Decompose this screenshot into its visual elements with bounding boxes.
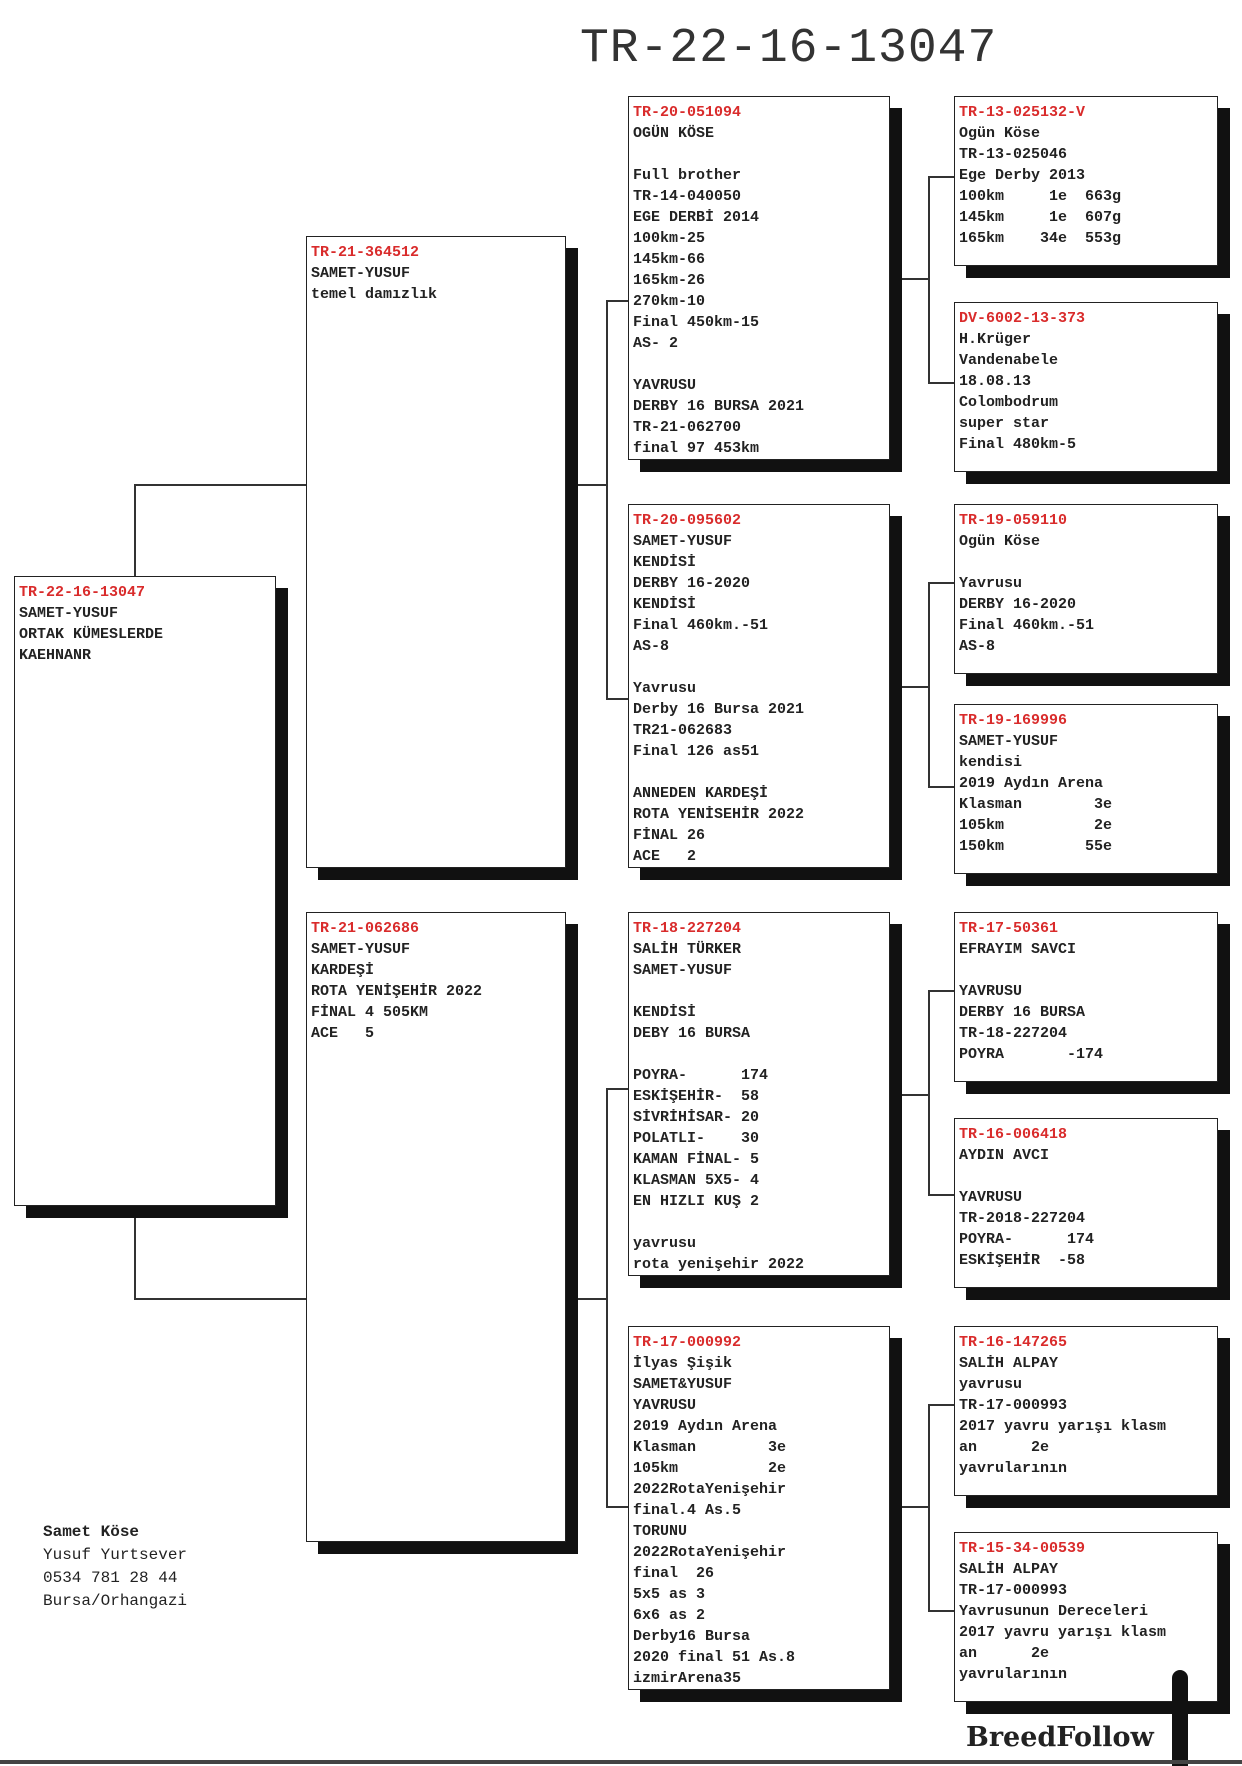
card-line: an 2e (959, 1439, 1050, 1456)
card-line (633, 1044, 889, 1065)
pedigree-card-dam (306, 912, 566, 1542)
connector-line (134, 1216, 136, 1300)
card-line (959, 552, 1217, 573)
card-line: KENDİSİ (633, 1004, 697, 1021)
card-line: 2022RotaYenişehir (633, 1481, 787, 1498)
card-line: SAMET-YUSUF (633, 962, 733, 979)
card-line: TR-17-000993 (959, 1397, 1068, 1414)
card-line: AS- 2 (633, 335, 679, 352)
card-line: KARDEŞİ (311, 962, 375, 979)
contact-line: Yusuf Yurtsever (43, 1546, 188, 1564)
connector-line (890, 1506, 930, 1508)
connector-line (134, 484, 306, 486)
card-line: DERBY 16 BURSA (959, 1004, 1086, 1021)
card-line: 2017 yavru yarışı klasm (959, 1624, 1167, 1641)
ring-number: TR-21-062686 (311, 920, 420, 937)
ring-number: TR-20-095602 (633, 512, 742, 529)
card-line: 105km 2e (633, 1460, 787, 1477)
card-line: an 2e (959, 1645, 1050, 1662)
card-line: ROTA YENİSEHİR 2022 (633, 806, 805, 823)
connector-line (606, 1088, 628, 1090)
pedigree-card-ggp-2 (954, 302, 1218, 472)
card-line: 100km 1e 663g (959, 188, 1122, 205)
card-line: 2019 Aydın Arena (959, 775, 1104, 792)
card-line: ESKİŞEHİR- 58 (633, 1088, 760, 1105)
card-line: final 97 453km (633, 440, 760, 457)
card-line: 150km 55e (959, 838, 1113, 855)
connector-line (928, 582, 930, 788)
ring-number: TR-18-227204 (633, 920, 742, 937)
card-line: Ege Derby 2013 (959, 167, 1086, 184)
card-line: TR21-062683 (633, 722, 733, 739)
card-line: ESKİŞEHİR -58 (959, 1252, 1086, 1269)
connector-line (928, 176, 930, 384)
card-line: DERBY 16 BURSA 2021 (633, 398, 805, 415)
pedigree-card-dam-sire (628, 912, 890, 1276)
card-line: ACE 2 (633, 848, 697, 865)
card-line: TR-18-227204 (959, 1025, 1068, 1042)
card-line: 18.08.13 (959, 373, 1032, 390)
card-line (633, 1212, 889, 1233)
card-line: İlyas Şişik (633, 1355, 733, 1372)
ring-number: TR-16-006418 (959, 1126, 1068, 1143)
card-line: AS-8 (959, 638, 996, 655)
card-line: EFRAYIM SAVCI (959, 941, 1077, 958)
pedigree-card-ggp-5 (954, 912, 1218, 1082)
card-line: FİNAL 26 (633, 827, 706, 844)
card-line (959, 960, 1217, 981)
connector-line (134, 484, 136, 576)
pedigree-card-sire-sire (628, 96, 890, 460)
connector-line (890, 1094, 930, 1096)
card-line: kendisi (959, 754, 1023, 771)
card-line: YAVRUSU (959, 983, 1023, 1000)
card-line: YAVRUSU (959, 1189, 1023, 1206)
card-line: 105km 2e (959, 817, 1113, 834)
card-line: EN HIZLI KUŞ 2 (633, 1193, 760, 1210)
card-line (633, 144, 889, 165)
connector-line (566, 1298, 606, 1300)
card-line: 2019 Aydın Arena (633, 1418, 778, 1435)
card-line (959, 1166, 1217, 1187)
card-line: KAEHNANR (19, 647, 92, 664)
connector-line (606, 1506, 628, 1508)
ring-number: TR-22-16-13047 (19, 584, 146, 601)
card-line: TR-21-062700 (633, 419, 742, 436)
card-line: final 26 (633, 1565, 715, 1582)
card-line: SİVRİHİSAR- 20 (633, 1109, 760, 1126)
card-line (633, 981, 889, 1002)
divider (0, 1760, 1242, 1764)
card-line: Derby 16 Bursa 2021 (633, 701, 805, 718)
card-line: Final 460km.-51 (633, 617, 769, 634)
card-line: AS-8 (633, 638, 670, 655)
owner-name: Samet Köse (43, 1523, 140, 1541)
card-line: POYRA- 174 (633, 1067, 769, 1084)
card-line: YAVRUSU (633, 377, 697, 394)
card-line: OGÜN KÖSE (633, 125, 715, 142)
connector-line (928, 176, 954, 178)
card-line (633, 354, 889, 375)
ring-number: TR-21-364512 (311, 244, 420, 261)
brand-mark (1172, 1670, 1188, 1766)
card-line: 5x5 as 3 (633, 1586, 706, 1603)
card-line: TR-14-040050 (633, 188, 742, 205)
card-line: DERBY 16-2020 (633, 575, 751, 592)
card-line: Vandenabele (959, 352, 1059, 369)
connector-line (134, 1298, 306, 1300)
card-line: TR-13-025046 (959, 146, 1068, 163)
connector-line (928, 1610, 954, 1612)
card-line: Yavrusu (633, 680, 697, 697)
card-line: Final 480km-5 (959, 436, 1077, 453)
card-line: SALİH ALPAY (959, 1561, 1059, 1578)
card-line (633, 657, 889, 678)
card-line: yavrusu (959, 1376, 1023, 1393)
card-line: 2020 final 51 As.8 (633, 1649, 796, 1666)
ring-number: TR-15-34-00539 (959, 1540, 1086, 1557)
contact-block (43, 1521, 187, 1613)
card-line: 270km-10 (633, 293, 706, 310)
card-line: SALİH ALPAY (959, 1355, 1059, 1372)
ring-number: TR-20-051094 (633, 104, 742, 121)
card-line: izmirArena35 (633, 1670, 742, 1687)
card-line: ORTAK KÜMESLERDE (19, 626, 164, 643)
card-line: temel damızlık (311, 286, 438, 303)
ring-number: TR-17-000992 (633, 1334, 742, 1351)
card-line: POYRA -174 (959, 1046, 1104, 1063)
connector-line (606, 698, 628, 700)
pedigree-card-sire (306, 236, 566, 868)
card-line: TR-2018-227204 (959, 1210, 1086, 1227)
card-line: Colombodrum (959, 394, 1059, 411)
connector-line (928, 990, 930, 1196)
card-line: DEBY 16 BURSA (633, 1025, 751, 1042)
card-line: Full brother (633, 167, 742, 184)
card-line: final.4 As.5 (633, 1502, 742, 1519)
card-line: KAMAN FİNAL- 5 (633, 1151, 760, 1168)
card-line: KLASMAN 5X5- 4 (633, 1172, 760, 1189)
card-line: ACE 5 (311, 1025, 375, 1042)
ring-number: TR-16-147265 (959, 1334, 1068, 1351)
card-line: 100km-25 (633, 230, 706, 247)
card-line: AYDIN AVCI (959, 1147, 1050, 1164)
card-line: Ogün Köse (959, 533, 1041, 550)
card-line: SAMET-YUSUF (959, 733, 1059, 750)
connector-line (606, 300, 628, 302)
pedigree-card-ggp-3 (954, 504, 1218, 674)
card-line: Klasman 3e (633, 1439, 787, 1456)
connector-line (928, 786, 954, 788)
connector-line (566, 484, 606, 486)
ring-number: TR-19-059110 (959, 512, 1068, 529)
connector-line (890, 686, 930, 688)
pedigree-card-ggp-7 (954, 1326, 1218, 1496)
card-line: 6x6 as 2 (633, 1607, 706, 1624)
connector-line (928, 1404, 954, 1406)
ring-number: TR-17-50361 (959, 920, 1059, 937)
brand-logo: BreedFollow (966, 1722, 1154, 1753)
card-line: POYRA- 174 (959, 1231, 1095, 1248)
card-line: Final 450km-15 (633, 314, 760, 331)
connector-line (928, 382, 954, 384)
connector-line (928, 582, 954, 584)
connector-line (606, 300, 608, 700)
card-line: TR-17-000993 (959, 1582, 1068, 1599)
contact-location: Bursa/Orhangazi (43, 1592, 188, 1610)
pedigree-card-ggp-6 (954, 1118, 1218, 1288)
contact-phone: 0534 781 28 44 (43, 1569, 178, 1587)
page-title: TR-22-16-13047 (580, 22, 998, 76)
card-line: 165km 34e 553g (959, 230, 1122, 247)
card-line: 2022RotaYenişehir (633, 1544, 787, 1561)
card-line: Derby16 Bursa (633, 1628, 751, 1645)
card-line: KENDİSİ (633, 596, 697, 613)
pedigree-card-dam-dam (628, 1326, 890, 1690)
card-line: Klasman 3e (959, 796, 1113, 813)
pedigree-card-ggp-1 (954, 96, 1218, 266)
ring-number: TR-13-025132-V (959, 104, 1086, 121)
card-line: SAMET-YUSUF (19, 605, 119, 622)
card-line: 145km-66 (633, 251, 706, 268)
card-line: EGE DERBİ 2014 (633, 209, 760, 226)
card-line: KENDİSİ (633, 554, 697, 571)
card-line: H.Krüger (959, 331, 1032, 348)
card-line: SAMET-YUSUF (311, 265, 411, 282)
connector-line (928, 1404, 930, 1612)
card-line: Final 126 as51 (633, 743, 760, 760)
card-line: 2017 yavru yarışı klasm (959, 1418, 1167, 1435)
card-line: ROTA YENİŞEHİR 2022 (311, 983, 483, 1000)
card-line: SALİH TÜRKER (633, 941, 742, 958)
connector-line (928, 1194, 954, 1196)
card-line: POLATLI- 30 (633, 1130, 760, 1147)
connector-line (928, 990, 954, 992)
pedigree-card-ggp-4 (954, 704, 1218, 874)
card-line: 145km 1e 607g (959, 209, 1122, 226)
card-line: SAMET-YUSUF (311, 941, 411, 958)
card-line: Yavrusu (959, 575, 1023, 592)
card-line (633, 762, 889, 783)
card-line: DERBY 16-2020 (959, 596, 1077, 613)
card-line: SAMET&YUSUF (633, 1376, 733, 1393)
ring-number: TR-19-169996 (959, 712, 1068, 729)
card-line: TORUNU (633, 1523, 688, 1540)
card-line: Yavrusunun Dereceleri (959, 1603, 1149, 1620)
connector-line (606, 1088, 608, 1508)
card-line: Ogün Köse (959, 125, 1041, 142)
card-line: yavrularının (959, 1666, 1068, 1683)
card-line: yavrularının (959, 1460, 1068, 1477)
card-line: Final 460km.-51 (959, 617, 1095, 634)
card-line: yavrusu (633, 1235, 697, 1252)
pedigree-card-sire-dam (628, 504, 890, 868)
card-line: rota yenişehir 2022 (633, 1256, 805, 1273)
card-line: FİNAL 4 505KM (311, 1004, 429, 1021)
card-line: ANNEDEN KARDEŞİ (633, 785, 769, 802)
card-line: SAMET-YUSUF (633, 533, 733, 550)
card-line: 165km-26 (633, 272, 706, 289)
card-line: super star (959, 415, 1050, 432)
ring-number: DV-6002-13-373 (959, 310, 1086, 327)
connector-line (890, 278, 930, 280)
card-line: YAVRUSU (633, 1397, 697, 1414)
pedigree-card-subject (14, 576, 276, 1206)
